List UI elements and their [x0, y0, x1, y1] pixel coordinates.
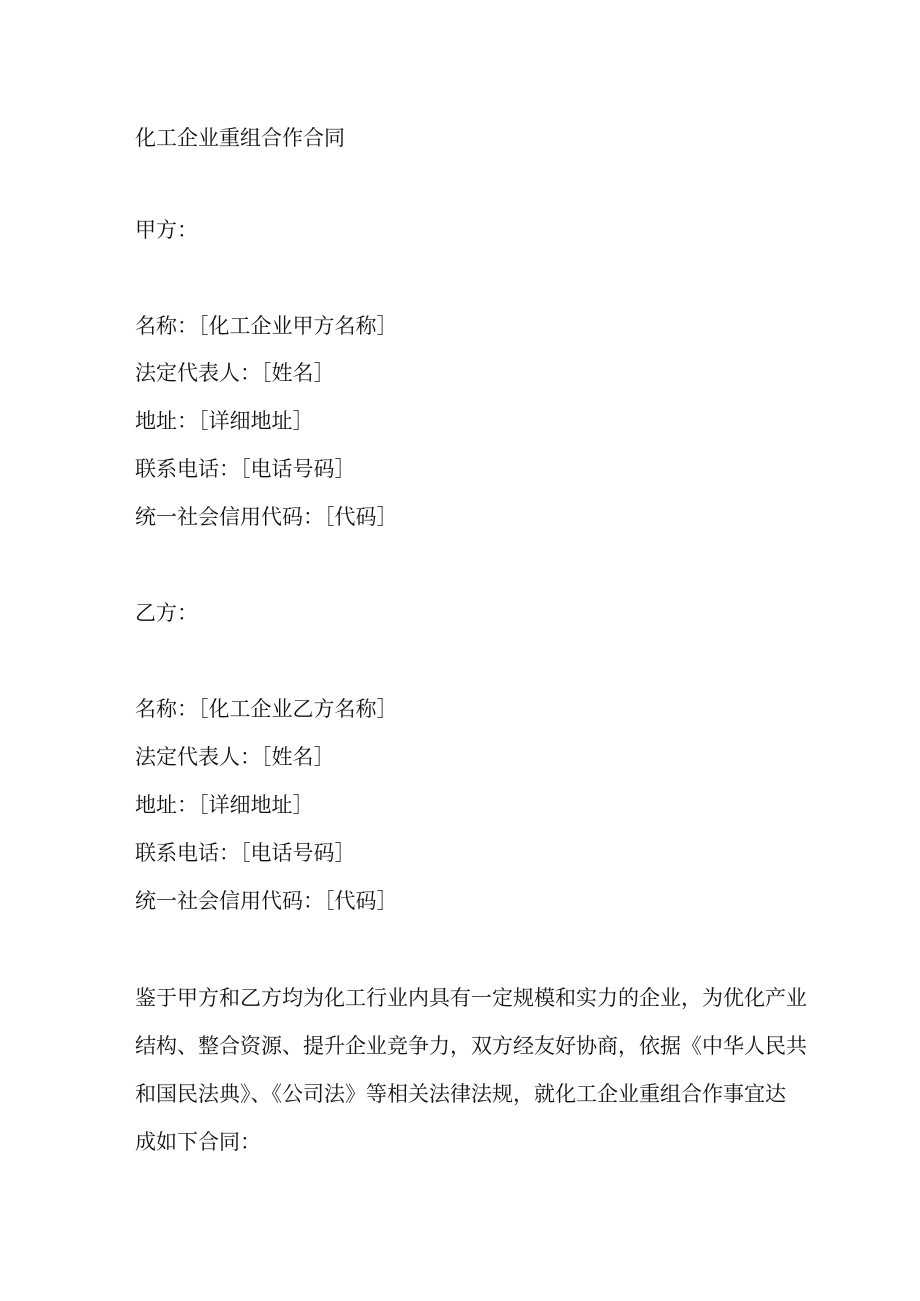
- party-a-credit-code: 统一社会信用代码：［代码］: [135, 505, 398, 529]
- party-a-name: 名称：［化工企业甲方名称］: [135, 314, 398, 338]
- preamble-line: 成如下合同：: [135, 1130, 261, 1154]
- party-b-phone: 联系电话：［电话号码］: [135, 841, 356, 865]
- party-b-heading: 乙方：: [135, 601, 198, 625]
- party-b-representative: 法定代表人：［姓名］: [135, 745, 335, 769]
- party-a-phone: 联系电话：［电话号码］: [135, 457, 356, 481]
- party-a-heading: 甲方：: [135, 218, 198, 242]
- preamble-paragraph: [135, 974, 807, 1166]
- party-b-address: 地址：［详细地址］: [135, 793, 314, 817]
- preamble-line: 和国民法典》、《公司法》等相关法律法规，就化工企业重组合作事宜达: [135, 1082, 786, 1106]
- preamble-line: 结构、整合资源、提升企业竞争力，双方经友好协商，依据《中华人民共: [135, 1034, 807, 1058]
- preamble-line: 鉴于甲方和乙方均为化工行业内具有一定规模和实力的企业，为优化产业: [135, 986, 807, 1010]
- contract-title: 化工企业重组合作合同: [135, 126, 345, 150]
- party-a-representative: 法定代表人：［姓名］: [135, 361, 335, 385]
- party-b-name: 名称：［化工企业乙方名称］: [135, 697, 398, 721]
- party-b-credit-code: 统一社会信用代码：［代码］: [135, 889, 398, 913]
- party-a-address: 地址：［详细地址］: [135, 409, 314, 433]
